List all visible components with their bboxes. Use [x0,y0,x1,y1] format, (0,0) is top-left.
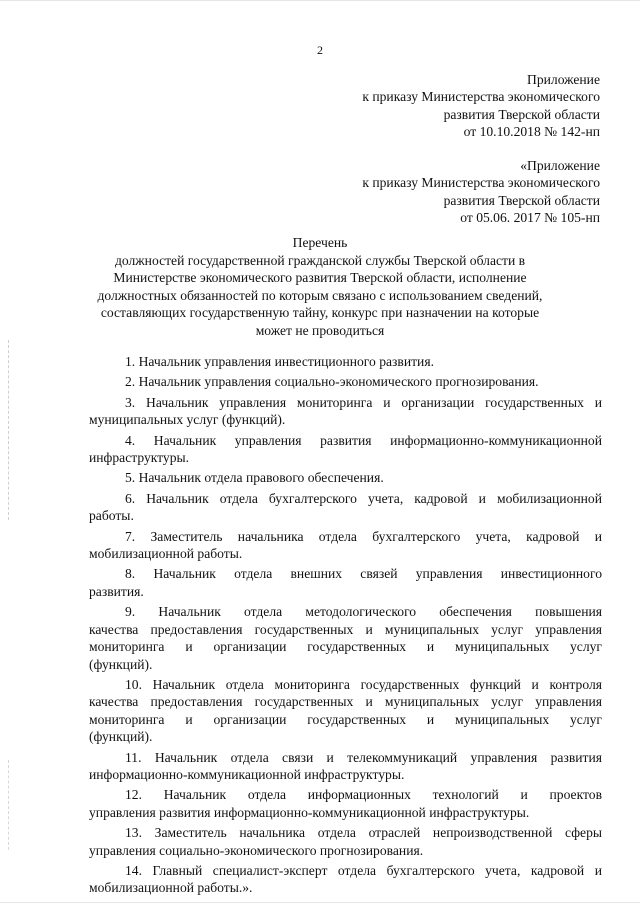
appendix-header [300,71,600,140]
list-item [89,862,602,897]
list-item-text: (функций). [89,729,153,745]
list-item-text: 5. Начальник отдела правового обеспечения. [125,470,384,486]
list-item-text: качества предоставления государственных и муниципальных услуг управления [89,621,602,637]
list-item-text: информационно-коммуникационной инфраструктуры. [89,766,405,782]
list-item [89,394,602,429]
scan-border-bottom [0,902,640,903]
list-item [89,490,602,525]
appendix-line: Приложение [527,72,600,87]
title-line: Министерстве экономического развития Тверской области, исполнение [113,270,527,285]
list-item [89,786,602,821]
list-item-text: 11. Начальник отдела связи и телекоммуникаций управления развития [125,749,602,765]
list-item-text: 7. Заместитель начальника отдела бухгалтерского учета, кадровой и [125,528,602,544]
list-item-text: развития. [89,583,144,599]
scan-edge-mark [8,760,10,850]
list-item-text: 6. Начальник отдела бухгалтерского учета, кадровой и мобилизационной [125,490,602,506]
document-title [80,234,560,339]
title-line: составляющих государственную тайну, конкурс при назначении на которые [100,305,540,320]
list-item-text: 13. Заместитель начальника отдела отраслей непроизводственной сферы [125,825,602,841]
list-item-text: мобилизационной работы.». [89,880,253,896]
list-item [89,432,602,467]
list-item [89,469,602,486]
list-item [89,603,602,673]
list-item-text: 12. Начальник отдела информационных технологий и проектов [125,787,602,803]
list-item-text: управления социально-экономического прогнозирования. [89,842,424,858]
list-item [89,749,602,784]
list-item-text: 9. Начальник отдела методологического обеспечения повышения [125,604,602,620]
title-heading: Перечень [292,235,348,250]
appendix-line: к приказу Министерства экономического [362,89,600,105]
list-item-text: мониторинга и организации государственных и муниципальных услуг [89,639,602,655]
list-item [89,824,602,859]
list-item-text: качества предоставления государственных и муниципальных услуг управления [89,694,602,710]
appendix-line: к приказу Министерства экономического [362,175,600,191]
list-item-text: 2. Начальник управления социально-экономического прогнозирования. [125,374,539,390]
list-item-text: 1. Начальник управления инвестиционного развития. [125,354,434,369]
list-item [89,676,602,746]
appendix-line: «Приложение [520,158,600,173]
list-item [89,528,602,563]
title-line: может не проводиться [255,322,385,338]
position-list [89,353,602,900]
appendix-line: развития Тверской области [443,192,600,208]
list-item-text: 8. Начальник отдела внешних связей управления инвестиционного [125,566,602,582]
title-line: должностных обязанностей по которым связано с использованием сведений, [97,287,543,303]
list-item-text: инфраструктуры. [89,450,190,466]
list-item-text: мониторинга и организации государственных и муниципальных услуг [89,711,602,727]
list-item-text: работы. [89,508,134,524]
scan-edge-mark [8,340,10,520]
list-item-text: 4. Начальник управления развития информационно-коммуникационной [125,432,602,448]
list-item-text: 10. Начальник отдела мониторинга государственных функций и контроля [125,676,602,692]
list-item-text: 14. Главный специалист-эксперт отдела бухгалтерского учета, кадровой и [125,862,602,878]
appendix-line: от 05.06. 2017 № 105-нп [460,209,600,225]
list-item [89,353,602,370]
page-number: 2 [317,43,323,57]
appendix-line: от 10.10.2018 № 142-нп [463,123,600,139]
appendix-line: развития Тверской области [443,106,600,122]
list-item-text: (функций). [89,656,153,672]
list-item-text: мобилизационной работы. [89,546,243,562]
title-line: должностей государственной гражданской службы Тверской области в [114,252,526,268]
list-item [89,373,602,390]
original-appendix-header [300,157,600,226]
list-item-text: муниципальных услуг (функций). [89,412,286,428]
list-item-text: 3. Начальник управления мониторинга и организации государственных и [125,394,602,410]
list-item [89,565,602,600]
list-item-text: управления развития информационно-коммуникационной инфраструктуры. [89,804,530,820]
scan-border-top [0,0,640,1]
